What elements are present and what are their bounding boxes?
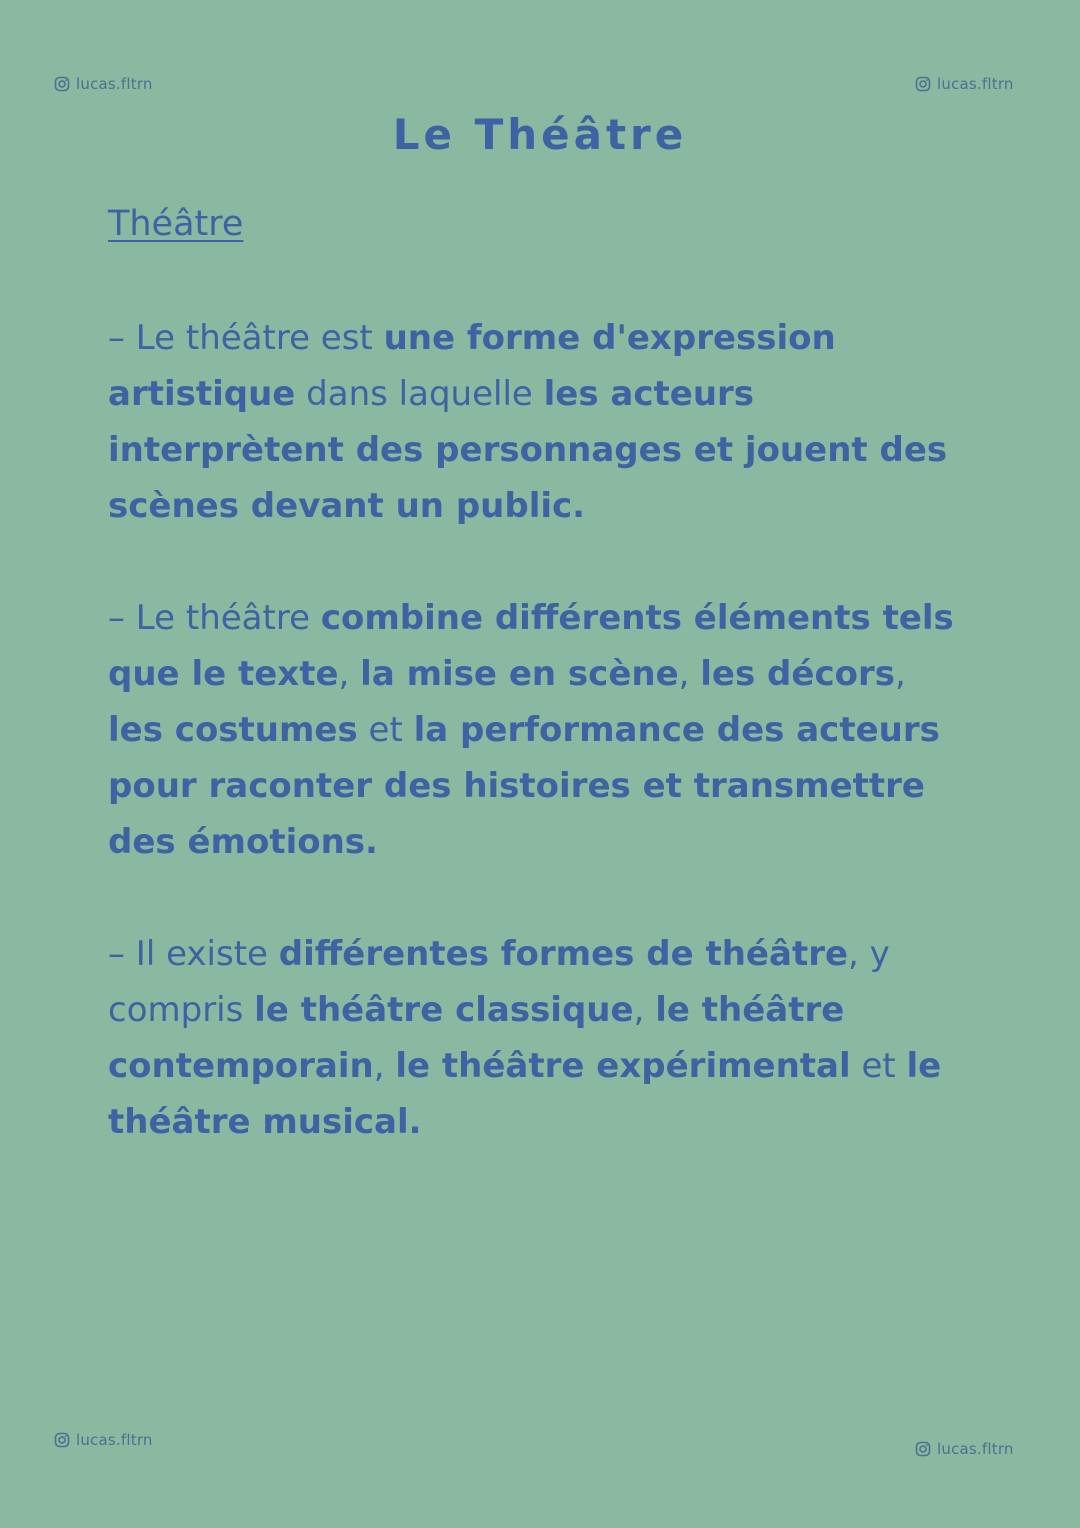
emphasis-text: le théâtre contemporain: [108, 990, 845, 1086]
body-text: – Il existe: [108, 934, 279, 974]
emphasis-text: les décors: [700, 654, 895, 694]
paragraph-2: [108, 590, 968, 870]
emphasis-text: les acteurs interprètent des personnages et jouent des scènes devant un public.: [108, 374, 948, 526]
body-text: ,: [338, 654, 361, 694]
instagram-icon: [54, 76, 70, 92]
watermark-top-right: [915, 75, 1014, 93]
emphasis-text: différentes formes de théâtre: [278, 934, 849, 974]
emphasis-text: combine différents éléments tels que le texte: [108, 598, 954, 694]
emphasis-text: une forme d'expression artistique: [108, 318, 836, 414]
paragraph-3: [108, 926, 968, 1150]
body-text: et: [850, 1046, 907, 1086]
body-text: – Le théâtre: [108, 598, 321, 638]
section-heading: Théâtre: [108, 204, 244, 244]
instagram-icon: [915, 1441, 931, 1457]
watermark-handle: lucas.fltrn: [937, 75, 1014, 93]
watermark-bottom-left: [54, 1431, 153, 1449]
body-text: ,: [894, 654, 906, 694]
watermark-handle: lucas.fltrn: [937, 1440, 1014, 1458]
emphasis-text: le théâtre expérimental: [395, 1046, 851, 1086]
watermark-handle: lucas.fltrn: [76, 1431, 153, 1449]
watermark-handle: lucas.fltrn: [76, 75, 153, 93]
body-text: – Le théâtre est: [108, 318, 384, 358]
watermark-bottom-right: [915, 1440, 1014, 1458]
page-title: Le Théâtre: [392, 110, 688, 159]
body-text: et: [357, 710, 414, 750]
body-text: , y compris: [108, 934, 890, 1030]
instagram-icon: [54, 1432, 70, 1448]
body-text: dans laquelle: [295, 374, 544, 414]
watermark-top-left: [54, 75, 153, 93]
emphasis-text: la mise en scène: [360, 654, 679, 694]
emphasis-text: la performance des acteurs pour raconter des histoires et transmettre des émotions.: [108, 710, 940, 862]
body-text: ,: [633, 990, 656, 1030]
body-text: ,: [373, 1046, 396, 1086]
emphasis-text: le théâtre classique: [254, 990, 634, 1030]
body-text: ,: [678, 654, 701, 694]
emphasis-text: les costumes: [108, 710, 358, 750]
paragraph-1: [108, 310, 968, 534]
emphasis-text: le théâtre musical.: [108, 1046, 942, 1142]
content-body: [108, 310, 968, 1206]
instagram-icon: [915, 76, 931, 92]
